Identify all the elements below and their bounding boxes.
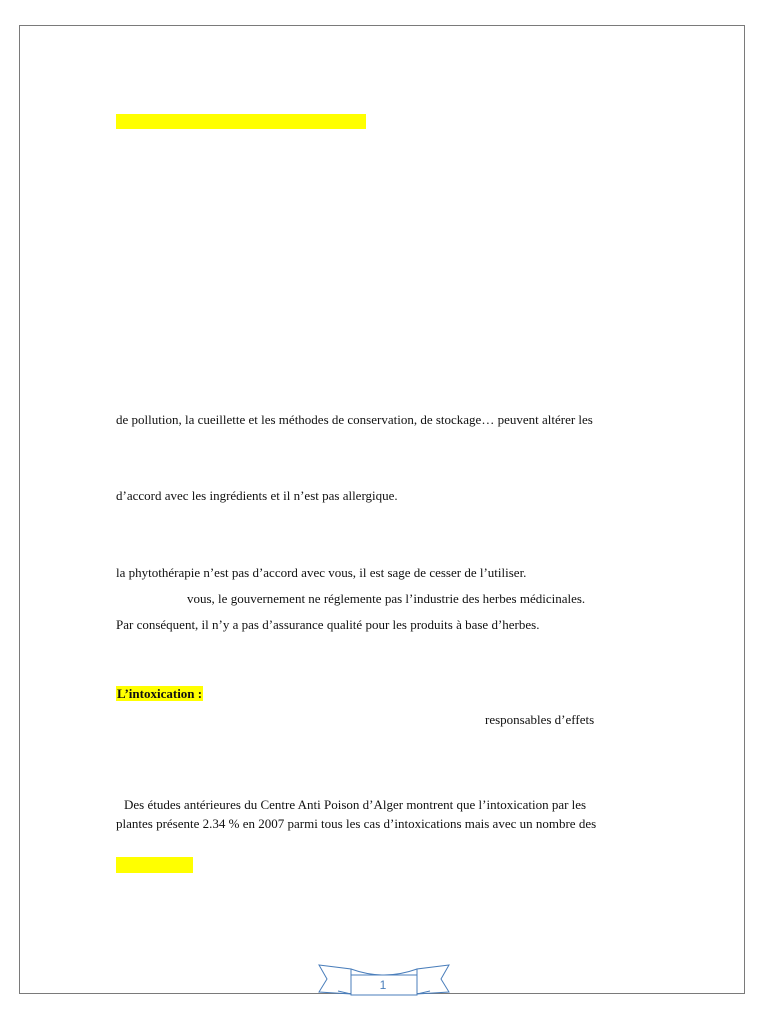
paragraph-line-plantes: plantes présente 2.34 % en 2007 parmi tous les cas d’intoxications mais avec un nombre des bbox=[116, 816, 597, 831]
redacted-highlight-subheading bbox=[116, 857, 193, 873]
paragraph-line-gouvernement: vous, le gouvernement ne réglemente pas l’industrie des herbes médicinales. bbox=[187, 591, 586, 606]
document-page bbox=[19, 25, 745, 994]
paragraph-line-consequent: Par conséquent, il n’y a pas d’assurance qualité pour les produits à base d’herbes. bbox=[116, 617, 540, 632]
paragraph-line-phyto: la phytothérapie n’est pas d’accord avec vous, il est sage de cesser de l’utiliser. bbox=[116, 565, 527, 580]
section-heading-intoxication bbox=[116, 686, 203, 702]
paragraph-line-accord: d’accord avec les ingrédients et il n’est pas allergique. bbox=[116, 488, 398, 503]
page-number: 1 bbox=[379, 978, 387, 992]
heading-text: L’intoxication : bbox=[117, 686, 203, 701]
paragraph-line-responsables: responsables d’effets bbox=[485, 712, 595, 727]
paragraph-line-pollution: de pollution, la cueillette et les méthodes de conservation, de stockage… peuvent altérer les bbox=[116, 412, 593, 427]
redacted-highlight-title bbox=[116, 114, 366, 129]
paragraph-line-etudes: Des études antérieures du Centre Anti Poison d’Alger montrent que l’intoxication par les bbox=[124, 797, 587, 812]
